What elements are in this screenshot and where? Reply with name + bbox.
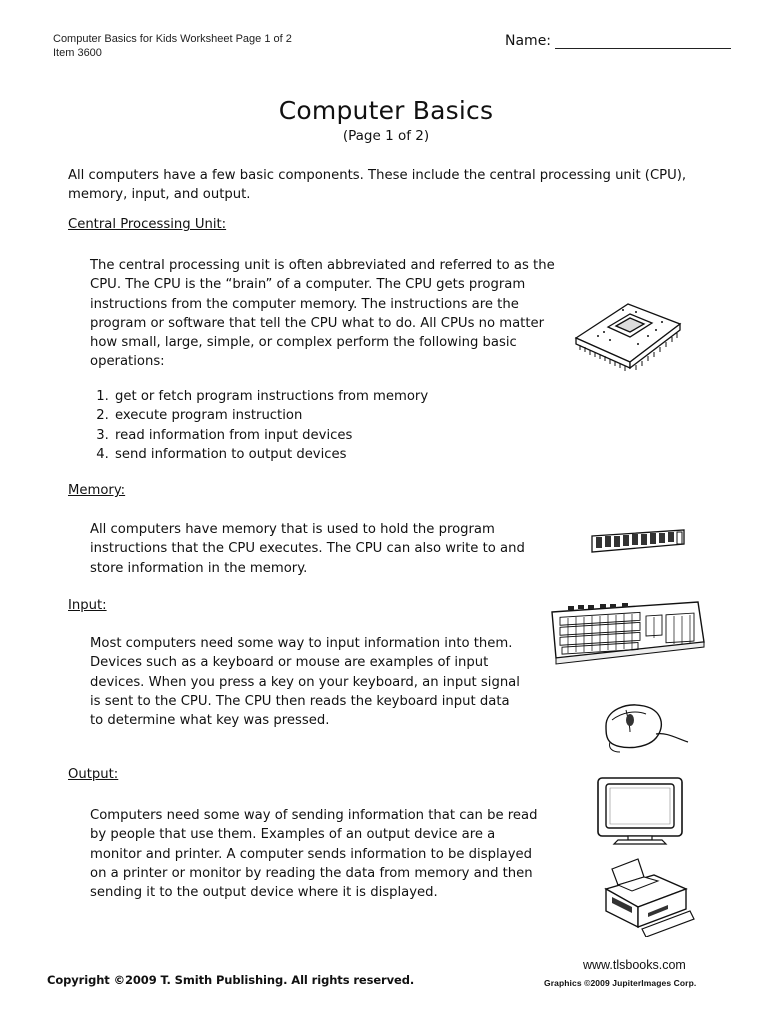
- mouse-icon: [600, 698, 692, 756]
- output-heading: Output:: [68, 767, 119, 782]
- list-item: 4. send information to output devices: [113, 445, 560, 464]
- name-field: [505, 33, 731, 49]
- page-subtitle: (Page 1 of 2): [342, 128, 430, 144]
- graphics-credit: Graphics ©2009 JupiterImages Corp.: [544, 978, 697, 988]
- cpu-heading: Central Processing Unit:: [68, 217, 227, 232]
- cpu-chip-icon: [568, 290, 688, 378]
- page-title: Computer Basics: [278, 96, 494, 125]
- name-blank-line[interactable]: [555, 34, 731, 49]
- keyboard-icon: [548, 598, 708, 666]
- worksheet-title-line: Computer Basics for Kids Worksheet Page 1 of 2: [53, 33, 292, 45]
- intro-paragraph: All computers have a few basic components. These include the central processing unit (CPU), memory, input, and output.: [68, 168, 687, 203]
- name-label: Name:: [505, 33, 552, 49]
- input-heading: Input:: [68, 598, 107, 613]
- memory-module-icon: [588, 524, 690, 556]
- website-link[interactable]: www.tlsbooks.com: [583, 958, 686, 972]
- printer-icon: [598, 855, 698, 937]
- cpu-paragraph: The central processing unit is often abbreviated and referred to as the CPU. The CPU is the “brain” of a computer. The CPU gets program instructions from the computer memory. The instructions are the program or software that tell the CPU what to do. All CPUs no matter how small, large, simple, or complex perform the following basic operations:: [90, 258, 555, 370]
- memory-paragraph: All computers have memory that is used to hold the program instructions that the CPU executes. The CPU can also write to and store information in the memory.: [90, 522, 525, 576]
- cpu-operations-list: [90, 387, 560, 464]
- list-item: 3. read information from input devices: [113, 426, 560, 445]
- input-paragraph: Most computers need some way to input information into them. Devices such as a keyboard or mouse are examples of input devices. When you press a key on your keyboard, an input signal is sent to the CPU. The CPU then reads the keyboard input data to determine what key was pressed.: [90, 636, 520, 729]
- memory-heading: Memory:: [68, 483, 126, 498]
- worksheet-header: [53, 32, 292, 60]
- item-number: Item 3600: [53, 47, 102, 59]
- monitor-icon: [594, 776, 688, 846]
- output-paragraph: Computers need some way of sending information that can be read by people that use them. Examples of an output device are a monitor and printer. A computer sends information to be displayed on a printer or monitor by reading the data from memory and then sending it to the output device where it is displayed.: [90, 808, 538, 901]
- copyright-notice: Copyright ©2009 T. Smith Publishing. All rights reserved.: [47, 973, 415, 987]
- list-item: 1. get or fetch program instructions from memory: [113, 387, 560, 406]
- list-item: 2. execute program instruction: [113, 406, 560, 425]
